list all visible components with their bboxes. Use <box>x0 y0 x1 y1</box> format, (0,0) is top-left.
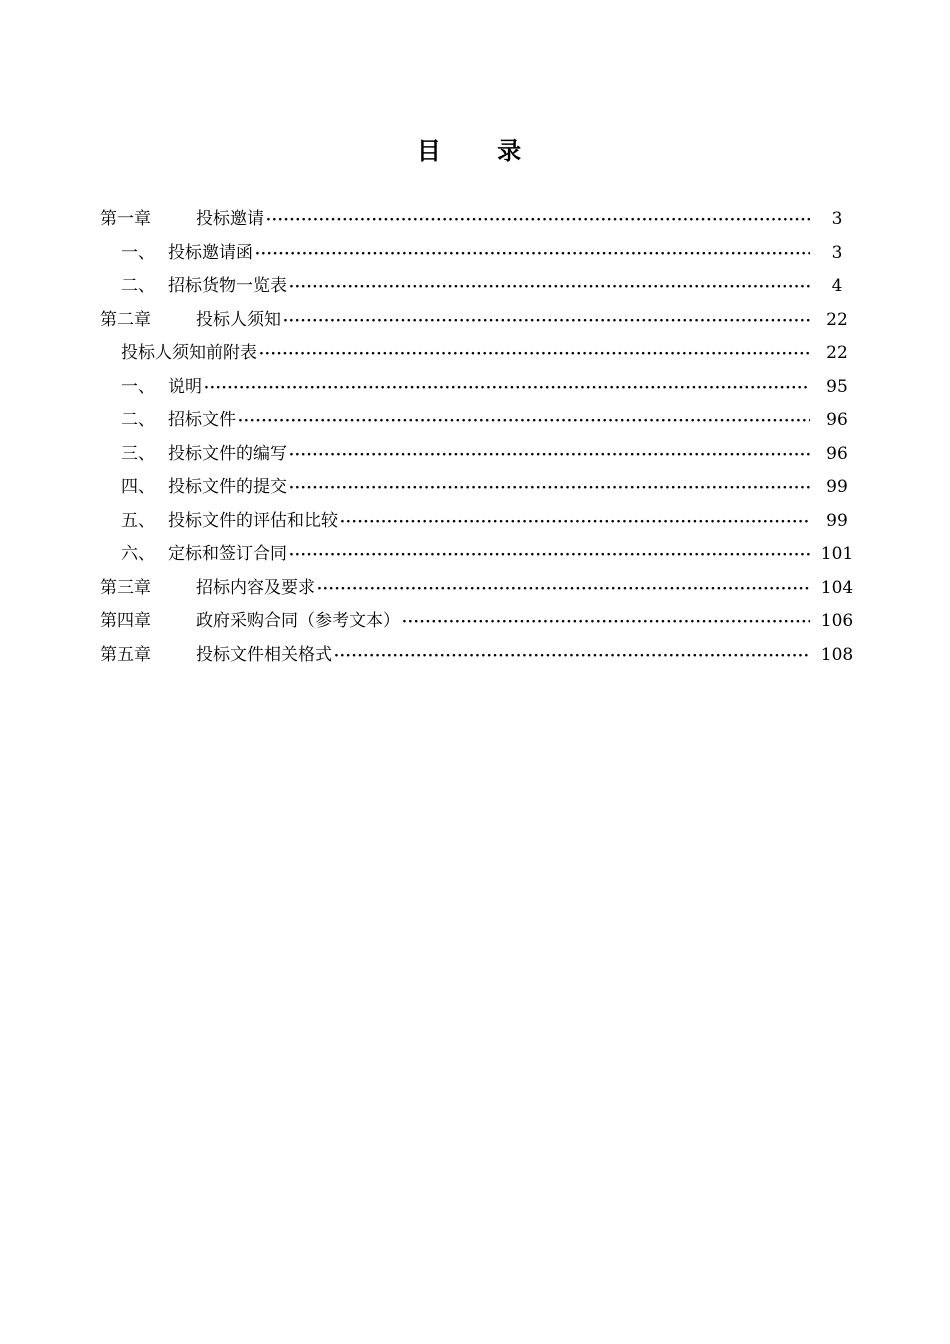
toc-entry-title: 投标文件的编写 <box>168 443 287 464</box>
toc-entry[interactable] <box>100 605 860 639</box>
toc-entry-title: 招标内容及要求 <box>196 577 315 598</box>
toc-entry-page: 99 <box>826 510 848 531</box>
toc-entry-page: 96 <box>826 410 848 430</box>
toc-entry-title: 说明 <box>168 376 202 397</box>
toc-entry[interactable] <box>100 304 860 338</box>
toc-entry[interactable] <box>100 438 860 472</box>
toc-entry-title: 招标货物一览表 <box>168 276 287 296</box>
toc-entry-number: 六、 <box>121 544 155 564</box>
toc-entry-title: 投标邀请 <box>196 209 264 229</box>
toc-entry[interactable] <box>100 505 860 539</box>
toc-entry[interactable] <box>100 203 860 237</box>
toc-entry-number: 二、 <box>121 276 155 296</box>
toc-entry-number: 第三章 <box>100 577 151 598</box>
toc-entry[interactable] <box>100 471 860 505</box>
toc-entry-title: 投标文件相关格式 <box>196 644 332 665</box>
toc-entry-page: 96 <box>826 443 848 464</box>
toc-entry-title: 招标文件 <box>168 410 236 430</box>
toc-entry-page: 99 <box>826 477 848 497</box>
toc-entry-page: 22 <box>826 309 848 330</box>
toc-entry-number: 四、 <box>121 477 155 497</box>
toc-entry-title: 投标邀请函 <box>168 242 253 263</box>
toc-entry-number: 一、 <box>121 376 155 397</box>
toc-entry-title: 政府采购合同（参考文本） <box>196 611 400 631</box>
toc-dot-leader <box>238 405 810 439</box>
toc-dot-leader <box>402 606 810 640</box>
toc-entry-page: 108 <box>820 644 854 665</box>
toc-entry-title: 定标和签订合同 <box>168 544 287 564</box>
toc-entry-title: 投标人须知 <box>196 309 281 330</box>
toc-entry-page: 22 <box>826 343 848 363</box>
toc-dot-leader <box>334 640 810 674</box>
toc-entry-page: 3 <box>831 242 843 263</box>
toc-dot-leader <box>289 439 810 473</box>
toc-dot-leader <box>289 472 810 506</box>
toc-dot-leader <box>283 305 810 339</box>
toc-entry[interactable] <box>100 237 860 271</box>
toc-dot-leader <box>340 506 810 540</box>
toc-entry-number: 第四章 <box>100 611 151 631</box>
toc-entry-title: 投标文件的评估和比较 <box>168 510 338 531</box>
toc-entry[interactable] <box>100 270 860 304</box>
toc-entry-page: 4 <box>831 276 843 296</box>
toc-title: 目 录 <box>416 136 546 165</box>
toc-entry-number: 五、 <box>121 510 155 531</box>
toc-entry-page: 101 <box>820 544 854 564</box>
toc-entry-number: 第一章 <box>100 209 151 229</box>
toc-entry-number: 二、 <box>121 410 155 430</box>
toc-entry[interactable] <box>100 538 860 572</box>
toc-dot-leader <box>266 204 810 238</box>
toc-entry-number: 第五章 <box>100 644 151 665</box>
toc-entry[interactable] <box>100 572 860 606</box>
toc-entry-number: 第二章 <box>100 309 151 330</box>
toc-entry-number: 三、 <box>121 443 155 464</box>
toc-entry[interactable] <box>100 639 860 673</box>
toc-entry-title: 投标人须知前附表 <box>121 343 257 363</box>
toc-dot-leader <box>255 238 810 272</box>
toc-dot-leader <box>204 372 810 406</box>
toc-dot-leader <box>317 573 810 607</box>
toc-dot-leader <box>289 539 810 573</box>
toc-entry-number: 一、 <box>121 242 155 263</box>
toc-entry-page: 3 <box>831 209 843 229</box>
toc-entry[interactable] <box>100 371 860 405</box>
toc-entry-page: 106 <box>820 611 854 631</box>
toc-entry-page: 104 <box>820 577 854 598</box>
toc-dot-leader <box>289 271 810 305</box>
toc-dot-leader <box>259 338 810 372</box>
toc-list <box>100 203 860 672</box>
toc-entry[interactable] <box>100 337 860 371</box>
toc-entry[interactable] <box>100 404 860 438</box>
toc-entry-page: 95 <box>826 376 848 397</box>
toc-entry-title: 投标文件的提交 <box>168 477 287 497</box>
